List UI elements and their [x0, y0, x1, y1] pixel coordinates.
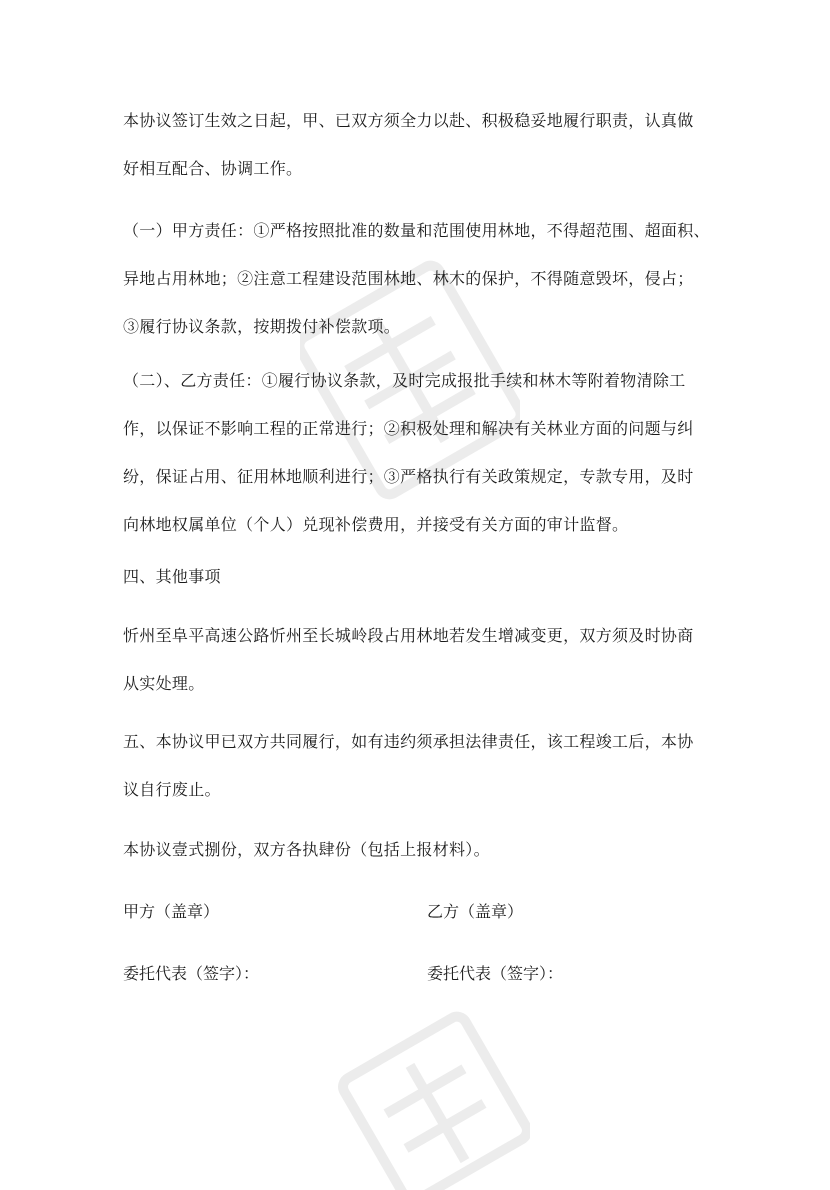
paragraph-line: 向林地权属单位（个人）兑现补偿费用，并接受有关方面的审计监督。	[123, 515, 629, 534]
paragraph-line: 本协议壹式捌份，双方各执肆份（包括上报材料）。	[123, 840, 490, 859]
paragraph-line: （二）、乙方责任：①履行协议条款，及时完成报批手续和林木等附着物清除工	[123, 371, 686, 390]
paragraph-line: ③履行协议条款，按期拨付补偿款项。	[123, 317, 401, 336]
section-four-heading	[123, 553, 723, 601]
paragraph-line: （一）甲方责任：①严格按照批准的数量和范围使用林地，不得超范围、超面积、	[123, 221, 710, 240]
paragraph-line: 五、本协议甲已双方共同履行，如有违约须承担法律责任，该工程竣工后，本协	[123, 732, 694, 751]
paragraph-line: 从实处理。	[123, 674, 205, 693]
paragraph-copies	[123, 826, 723, 874]
paragraph-changes	[123, 612, 723, 708]
paragraph-section-five	[123, 718, 723, 814]
paragraph-party-b-duties	[123, 357, 723, 549]
signature-rep-row	[123, 950, 723, 998]
paragraph-intro	[123, 97, 723, 193]
heading-text: 四、其他事项	[123, 567, 221, 586]
paragraph-line: 作，以保证不影响工程的正常进行；②积极处理和解决有关林业方面的问题与纠	[123, 419, 694, 438]
paragraph-party-a-duties	[123, 207, 723, 351]
watermark-logo-icon-2	[330, 1010, 530, 1190]
party-b-seal-label: 乙方（盖章）	[427, 902, 524, 921]
paragraph-line: 好相互配合、协调工作。	[123, 159, 303, 178]
paragraph-line: 异地占用林地；②注意工程建设范围林地、林木的保护，不得随意毁坏，侵占；	[123, 269, 694, 288]
party-b-rep-label: 委托代表（签字）：	[427, 964, 564, 983]
party-a-seal-label: 甲方（盖章）	[123, 902, 220, 921]
paragraph-line: 本协议签订生效之日起，甲、已双方须全力以赴、积极稳妥地履行职责，认真做	[123, 111, 694, 130]
paragraph-line: 忻州至阜平高速公路忻州至长城岭段占用林地若发生增减变更，双方须及时协商	[123, 626, 694, 645]
party-a-rep-label: 委托代表（签字）：	[123, 964, 260, 983]
paragraph-line: 议自行废止。	[123, 780, 221, 799]
paragraph-line: 纷，保证占用、征用林地顺利进行；③严格执行有关政策规定，专款专用，及时	[123, 467, 694, 486]
signature-seal-row	[123, 888, 723, 936]
